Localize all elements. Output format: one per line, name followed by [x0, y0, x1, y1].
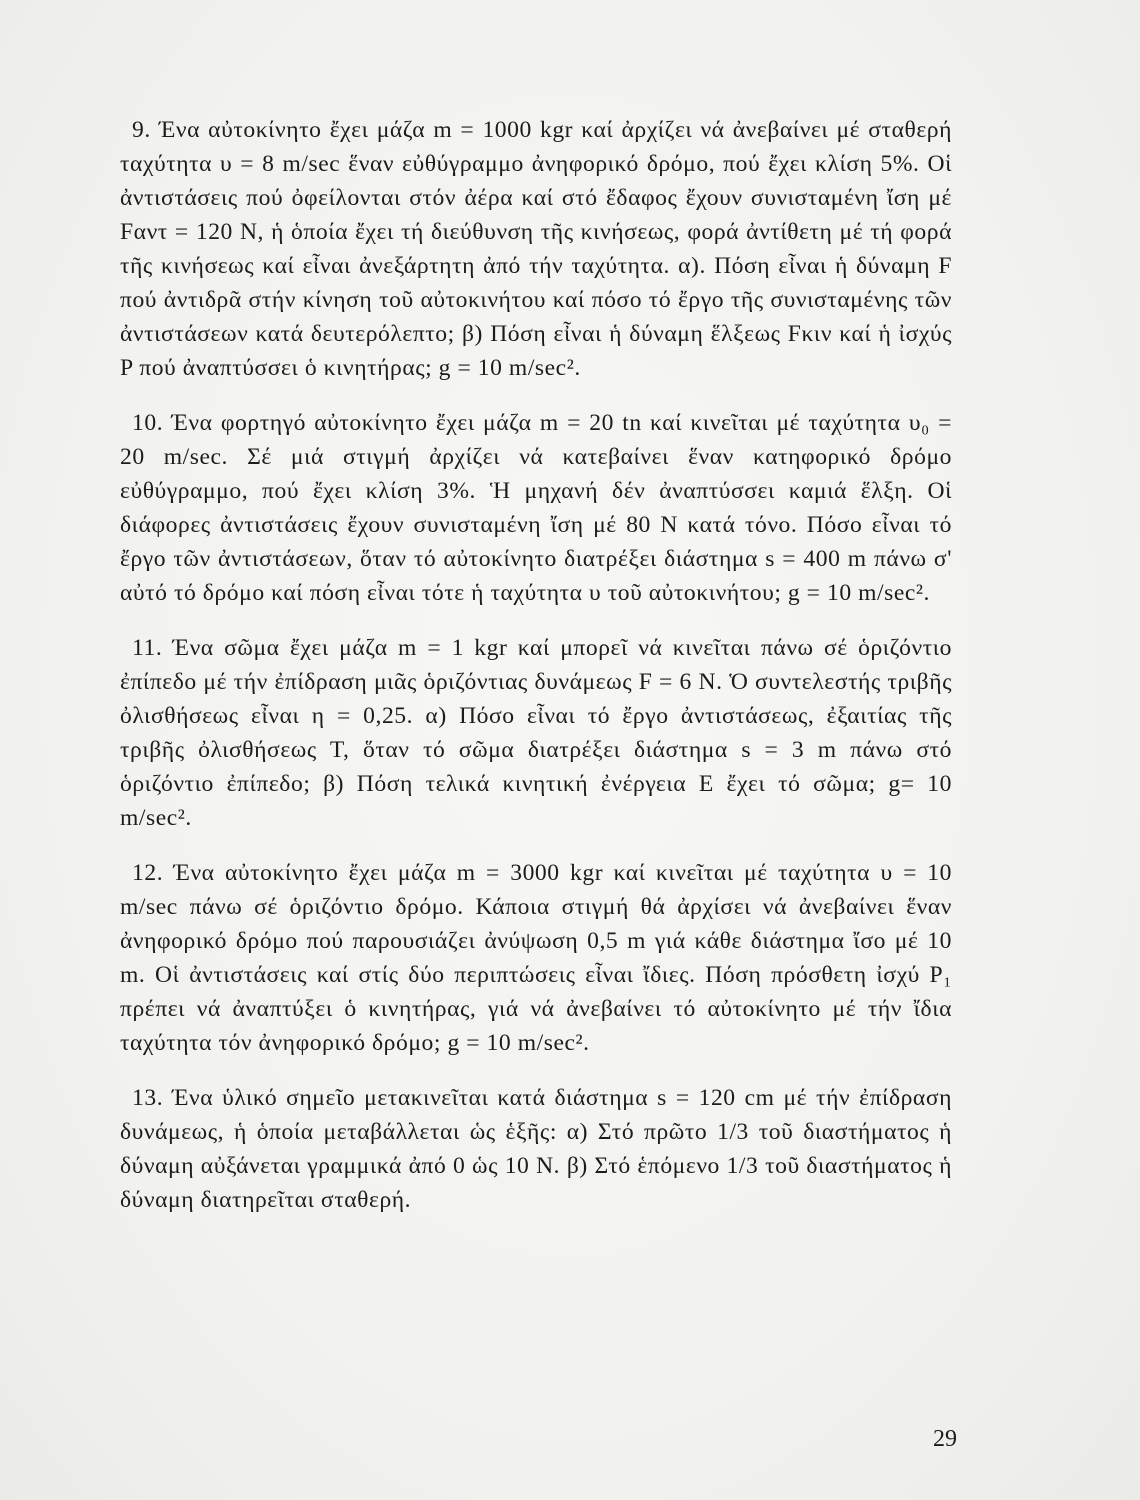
problem-number: 11.: [132, 635, 163, 661]
problem-text: Ένα σῶμα ἔχει μάζα m = 1 kgr καί μπορεῖ νά κινεῖται πάνω σέ ὁριζόντιο ἐπίπεδο μέ τήν ἐπίδραση μιᾶς ὁριζόντιας δυνάμεως F = 6 Ν. Ὁ συντελεστής τριβῆς ὀλισθήσεως εἶναι η = 0,25. α) Πόσο εἶναι τό ἔργο ἀντιστάσεως, ἐξαιτίας τῆς τριβῆς ὀλισθήσεως Τ, ὅταν τό σῶμα διατρέξει διάστημα s = 3 m πάνω στό ὁριζόντιο ἐπίπεδο; β) Πόση τελικά κινητική ἐνέργεια Ε ἔχει τό σῶμα; g= 10 m/sec².: [120, 635, 952, 831]
problem-text: Ένα αὐτοκίνητο ἔχει μάζα m = 3000 kgr καί κινεῖται μέ ταχύτητα υ = 10 m/sec πάνω σέ ὁριζόντιο δρόμο. Κάποια στιγμή θά ἀρχίσει νά ἀνεβαίνει ἕναν ἀνηφορικό δρόμο πού παρουσιάζει ἀνύψωση 0,5 m γιά κάθε διάστημα ἴσο μέ 10 m. Οἱ ἀντιστάσεις καί στίς δύο περιπτώσεις εἶναι ἴδιες. Πόση πρόσθετη ἰσχύ P₁ πρέπει νά ἀναπτύξει ὁ κινητήρας, γιά νά ἀνεβαίνει τό αὐτοκίνητο μέ τήν ἴδια ταχύτητα τόν ἀνηφορικό δρόμο; g = 10 m/sec².: [120, 860, 952, 1056]
problem-number: 13.: [132, 1085, 164, 1111]
problems-text: [120, 113, 952, 1217]
page-number: 29: [933, 1426, 957, 1452]
problem-10: [120, 406, 952, 610]
problem-text: Ένα ὑλικό σημεῖο μετακινεῖται κατά διάστημα s = 120 cm μέ τήν ἐπίδραση δυνάμεως, ἡ ὁποία μεταβάλλεται ὡς ἑξῆς: α) Στό πρῶτο 1/3 τοῦ διαστήματος ἡ δύναμη αὐξάνεται γραμμικά ἀπό 0 ὡς 10 Ν. β) Στό ἑπόμενο 1/3 τοῦ διαστήματος ἡ δύναμη διατηρεῖται σταθερή.: [120, 1085, 953, 1213]
problem-9: [120, 113, 952, 385]
problem-number: 9.: [132, 117, 151, 143]
problem-text: Ένα φορτηγό αὐτοκίνητο ἔχει μάζα m = 20 tn καί κινεῖται μέ ταχύτητα υ₀ = 20 m/sec. Σέ μιά στιγμή ἀρχίζει νά κατεβαίνει ἕναν κατηφορικό δρόμο εὐθύγραμμο, πού ἔχει κλίση 3%. Ἡ μηχανή δέν ἀναπτύσσει καμιά ἕλξη. Οἱ διάφορες ἀντιστάσεις ἔχουν συνισταμένη ἴση μέ 80 Ν κατά τόνο. Πόσο εἶναι τό ἔργο τῶν ἀντιστάσεων, ὅταν τό αὐτοκίνητο διατρέξει διάστημα s = 400 m πάνω σ' αὐτό τό δρόμο καί πόση εἶναι τότε ἡ ταχύτητα υ τοῦ αὐτοκινήτου; g = 10 m/sec².: [120, 410, 952, 606]
problem-12: [120, 856, 952, 1060]
problem-number: 10.: [132, 410, 164, 436]
problem-text: Ένα αὐτοκίνητο ἔχει μάζα m = 1000 kgr καί ἀρχίζει νά ἀνεβαίνει μέ σταθερή ταχύτητα υ = 8 m/sec ἕναν εὐθύγραμμο ἀνηφορικό δρόμο, πού ἔχει κλίση 5%. Οἱ ἀντιστάσεις πού ὀφείλονται στόν ἀέρα καί στό ἔδαφος ἔχουν συνισταμένη ἴση μέ Fαντ = 120 Ν, ἡ ὁποία ἔχει τή διεύθυνση τῆς κινήσεως, φορά ἀντίθετη μέ τή φορά τῆς κινήσεως καί εἶναι ἀνεξάρτητη ἀπό τήν ταχύτητα. α). Πόση εἶναι ἡ δύναμη F πού ἀντιδρᾶ στήν κίνηση τοῦ αὐτοκινήτου καί πόσο τό ἔργο τῆς συνισταμένης τῶν ἀντιστάσεων κατά δευτερόλεπτο; β) Πόση εἶναι ἡ δύναμη ἕλξεως Fκιν καί ἡ ἰσχύς P πού ἀναπτύσσει ὁ κινητήρας; g = 10 m/sec².: [120, 117, 953, 381]
problem-11: [120, 631, 952, 835]
problem-13: [120, 1081, 952, 1217]
problem-number: 12.: [132, 860, 164, 886]
